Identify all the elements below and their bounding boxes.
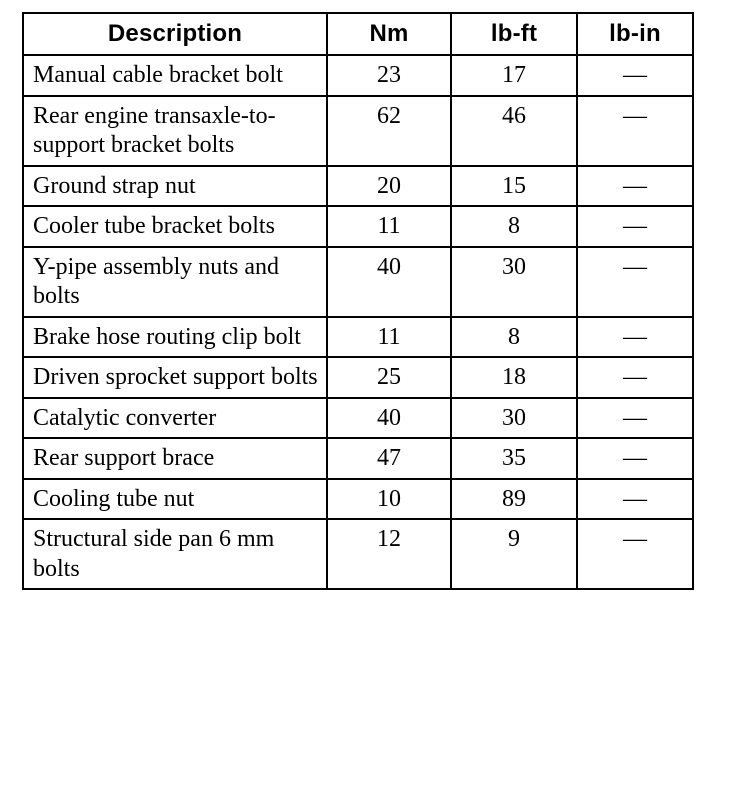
cell-description: Catalytic converter: [23, 398, 327, 439]
table-header: [23, 13, 693, 55]
cell-nm: 12: [327, 519, 451, 589]
table-row: [23, 166, 693, 207]
cell-lbin: —: [577, 479, 693, 520]
cell-nm: 20: [327, 166, 451, 207]
cell-lbin: —: [577, 247, 693, 317]
cell-description: Structural side pan 6 mm bolts: [23, 519, 327, 589]
cell-lbin: —: [577, 166, 693, 207]
cell-lbin: —: [577, 438, 693, 479]
table-row: [23, 357, 693, 398]
cell-lbft: 35: [451, 438, 577, 479]
cell-lbft: 18: [451, 357, 577, 398]
table-row: [23, 398, 693, 439]
header-row: [23, 13, 693, 55]
cell-nm: 40: [327, 398, 451, 439]
torque-spec-table: [22, 12, 694, 590]
cell-description: Manual cable bracket bolt: [23, 55, 327, 96]
cell-description: Rear engine transaxle-to-support bracket bolts: [23, 96, 327, 166]
cell-lbft: 89: [451, 479, 577, 520]
cell-nm: 11: [327, 317, 451, 358]
cell-lbft: 17: [451, 55, 577, 96]
header-lbft: lb-ft: [451, 13, 577, 55]
cell-description: Cooling tube nut: [23, 479, 327, 520]
table-row: [23, 96, 693, 166]
cell-nm: 25: [327, 357, 451, 398]
table-row: [23, 317, 693, 358]
header-lbin: lb-in: [577, 13, 693, 55]
cell-lbft: 8: [451, 206, 577, 247]
cell-lbft: 15: [451, 166, 577, 207]
cell-lbft: 8: [451, 317, 577, 358]
table-row: [23, 247, 693, 317]
cell-description: Cooler tube bracket bolts: [23, 206, 327, 247]
header-nm: Nm: [327, 13, 451, 55]
cell-lbin: —: [577, 55, 693, 96]
cell-lbft: 9: [451, 519, 577, 589]
header-description: Description: [23, 13, 327, 55]
cell-lbin: —: [577, 398, 693, 439]
table-row: [23, 438, 693, 479]
cell-lbin: —: [577, 96, 693, 166]
cell-nm: 62: [327, 96, 451, 166]
cell-lbft: 46: [451, 96, 577, 166]
cell-nm: 10: [327, 479, 451, 520]
cell-description: Ground strap nut: [23, 166, 327, 207]
cell-nm: 23: [327, 55, 451, 96]
cell-lbft: 30: [451, 247, 577, 317]
cell-description: Driven sprocket support bolts: [23, 357, 327, 398]
cell-lbin: —: [577, 317, 693, 358]
table-body: [23, 55, 693, 589]
cell-description: Rear support brace: [23, 438, 327, 479]
table-row: [23, 206, 693, 247]
cell-description: Y-pipe assembly nuts and bolts: [23, 247, 327, 317]
table-row: [23, 479, 693, 520]
table-row: [23, 55, 693, 96]
cell-lbin: —: [577, 206, 693, 247]
cell-lbft: 30: [451, 398, 577, 439]
cell-nm: 47: [327, 438, 451, 479]
cell-nm: 11: [327, 206, 451, 247]
cell-lbin: —: [577, 519, 693, 589]
cell-description: Brake hose routing clip bolt: [23, 317, 327, 358]
cell-lbin: —: [577, 357, 693, 398]
table-row: [23, 519, 693, 589]
cell-nm: 40: [327, 247, 451, 317]
